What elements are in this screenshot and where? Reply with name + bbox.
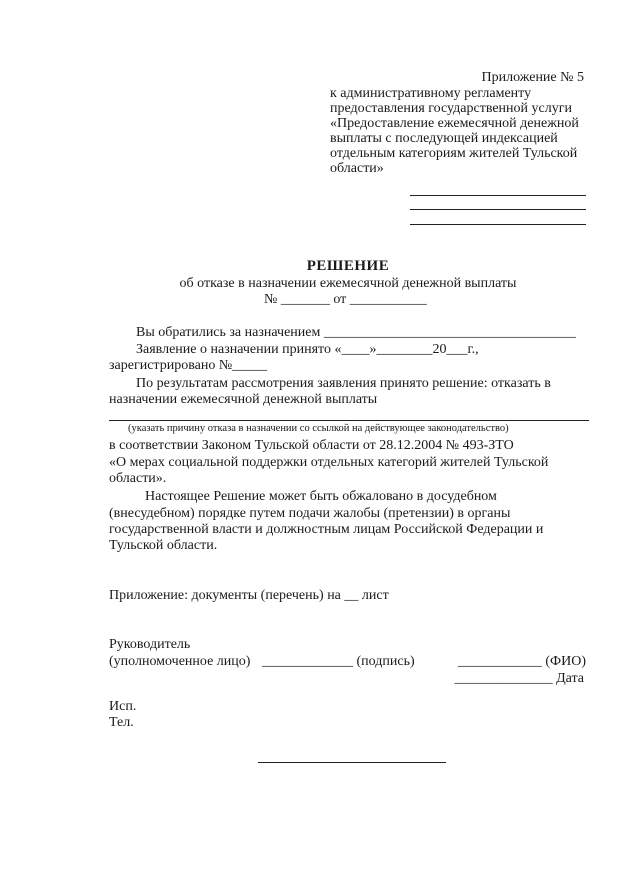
appendix-line: предоставления государственной услуги: [330, 101, 572, 116]
reason-hint: (указать причину отказа в назначении со ссылкой на действующее законодательство): [128, 423, 509, 434]
addressee-line: [410, 224, 586, 225]
separator-line: [258, 762, 446, 763]
appendix-line: «Предоставление ежемесячной денежной: [330, 116, 579, 131]
appendix-line: выплаты с последующей индексацией: [330, 131, 558, 146]
review-line: По результатам рассмотрения заявления принято решение: отказать в: [136, 376, 551, 391]
statement-line: Заявление о назначении принято «____»________20___г.,: [136, 342, 479, 357]
document-subtitle: об отказе в назначении ежемесячной денежной выплаты: [179, 276, 517, 291]
authorized-person-label: (уполномоченное лицо): [109, 654, 251, 669]
appeal-line: Настоящее Решение может быть обжаловано в досудебном: [145, 489, 497, 504]
addressee-line: [410, 195, 586, 196]
appendix-line: отдельным категориям жителей Тульской: [330, 146, 578, 161]
law-line: в соответствии Законом Тульской области от 28.12.2004 № 493-ЗТО: [109, 438, 514, 453]
review-line: назначении ежемесячной денежной выплаты: [109, 392, 378, 407]
signature-field: _____________ (подпись): [262, 654, 415, 669]
law-line: области».: [109, 471, 167, 486]
decision-number: № _______ от ___________: [264, 292, 427, 307]
appeal-line: (внесудебном) порядке путем подачи жалобы (претензии) в органы: [109, 506, 511, 521]
full-name-field: ____________ (ФИО): [457, 654, 586, 669]
phone-label: Тел.: [109, 715, 134, 730]
appendix-line: к административному регламенту: [330, 86, 532, 101]
head-label: Руководитель: [109, 637, 191, 652]
document-title: РЕШЕНИЕ: [306, 258, 390, 274]
appendix-line: области»: [330, 161, 384, 176]
executor-label: Исп.: [109, 699, 137, 714]
date-field: ______________ Дата: [454, 671, 584, 686]
addressee-line: [410, 209, 586, 210]
appendix-title: Приложение № 5: [481, 70, 584, 85]
appeal-line: Тульской области.: [109, 538, 218, 553]
attachment-line: Приложение: документы (перечень) на __ лист: [109, 588, 389, 603]
registered-line: зарегистрировано №_____: [109, 358, 268, 373]
reason-line: [109, 420, 589, 421]
applied-for-line: Вы обратились за назначением ____________________________________: [136, 325, 576, 340]
appeal-line: государственной власти и должностным лицам Российской Федерации и: [109, 522, 544, 537]
law-line: «О мерах социальной поддержки отдельных категорий жителей Тульской: [109, 455, 549, 470]
